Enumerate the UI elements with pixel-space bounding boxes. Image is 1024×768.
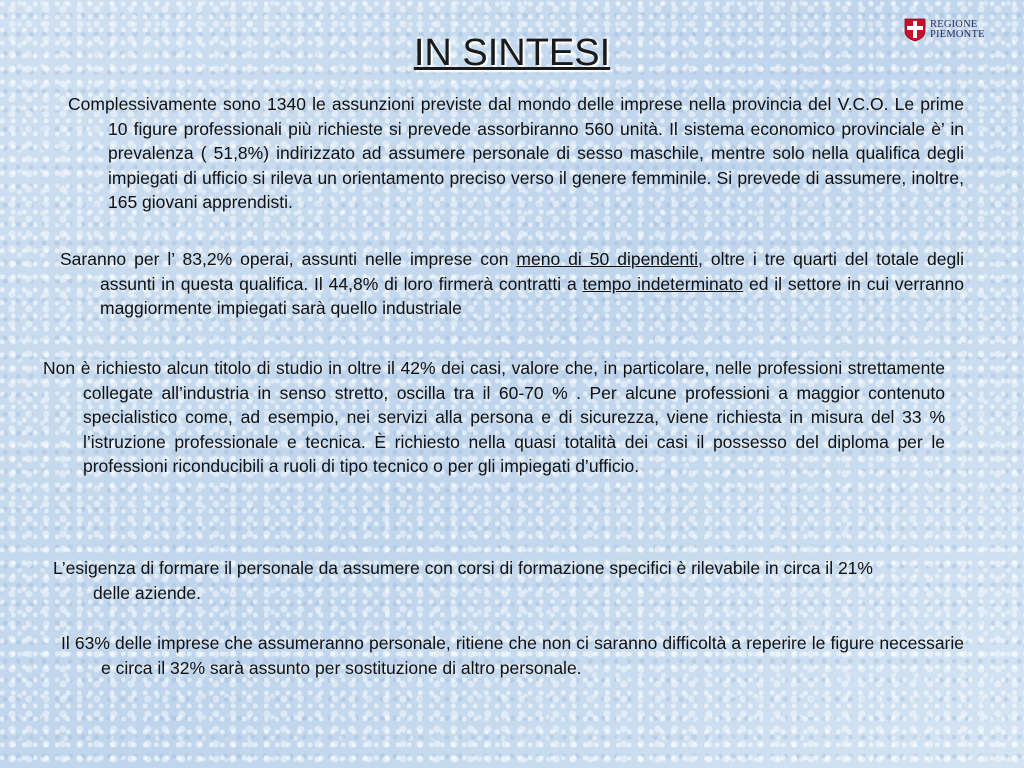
paragraph-operai [60, 247, 964, 321]
underlined-tempo-indeterminato: tempo indeterminato [582, 273, 744, 294]
paragraph-operai-text-c: , oltre i tre quarti del totale degli assunti in questa qualifica. Il 44,8% di loro firmerà contratti a [100, 249, 964, 294]
paragraph-operai-text-a: Saranno per l’ 83,2% operai, assunti nelle imprese con [60, 249, 517, 269]
underlined-meno-di-50-dipendenti: meno di 50 dipendenti [516, 249, 698, 269]
logo-line1: REGIONE [930, 19, 978, 30]
paragraph-formazione: L’esigenza di formare il personale da assumere con corsi di formazione specifici è rilevabile in circa il 21% delle aziende. [53, 558, 873, 603]
paragraph-difficolta-reperimento: Il 63% delle imprese che assumeranno personale, ritiene che non ci saranno difficoltà a reperire le figure necessarie e circa il 32% sarà assunto per sostituzione di altro personale. [61, 633, 964, 678]
page-title: IN SINTESI [413, 32, 611, 74]
logo-line2: PIEMONTE [930, 29, 985, 40]
paragraph-operai-text-e: ed il settore in cui verranno maggiormente impiegati sarà quello industriale [100, 273, 964, 318]
paragraph-assunzioni: Complessivamente sono 1340 le assunzioni previste dal mondo delle imprese nella provincia del V.C.O. Le prime 10 figure professionali più richieste si prevede assorbiranno 560 unità. Il sistema economico provinciale è’ in prevalenza ( 51,8%) indirizzato ad assumere personale di sesso maschile, mentre solo nella qualifica degli impiegati di ufficio si rileva un orientamento preciso verso il genere femminile. Si prevede di assumere, inoltre, 165 giovani apprendisti. [68, 94, 964, 212]
paragraph-titolo-di-studio: Non è richiesto alcun titolo di studio in oltre il 42% dei casi, valore che, in particolare, nelle professioni strettamente collegate all’industria in senso stretto, oscilla tra il 60-70 % . Per alcune professioni a maggior contenuto specialistico come, ad esempio, nei servizi alla persona e di sicurezza, viene richiesta in misura del 33 % l’istruzione professionale e tecnica. È richiesto nella quasi totalità dei casi il possesso del diploma per le professioni riconducibili a ruoli di tipo tecnico o per gli impiegati d’ufficio. [43, 358, 945, 476]
